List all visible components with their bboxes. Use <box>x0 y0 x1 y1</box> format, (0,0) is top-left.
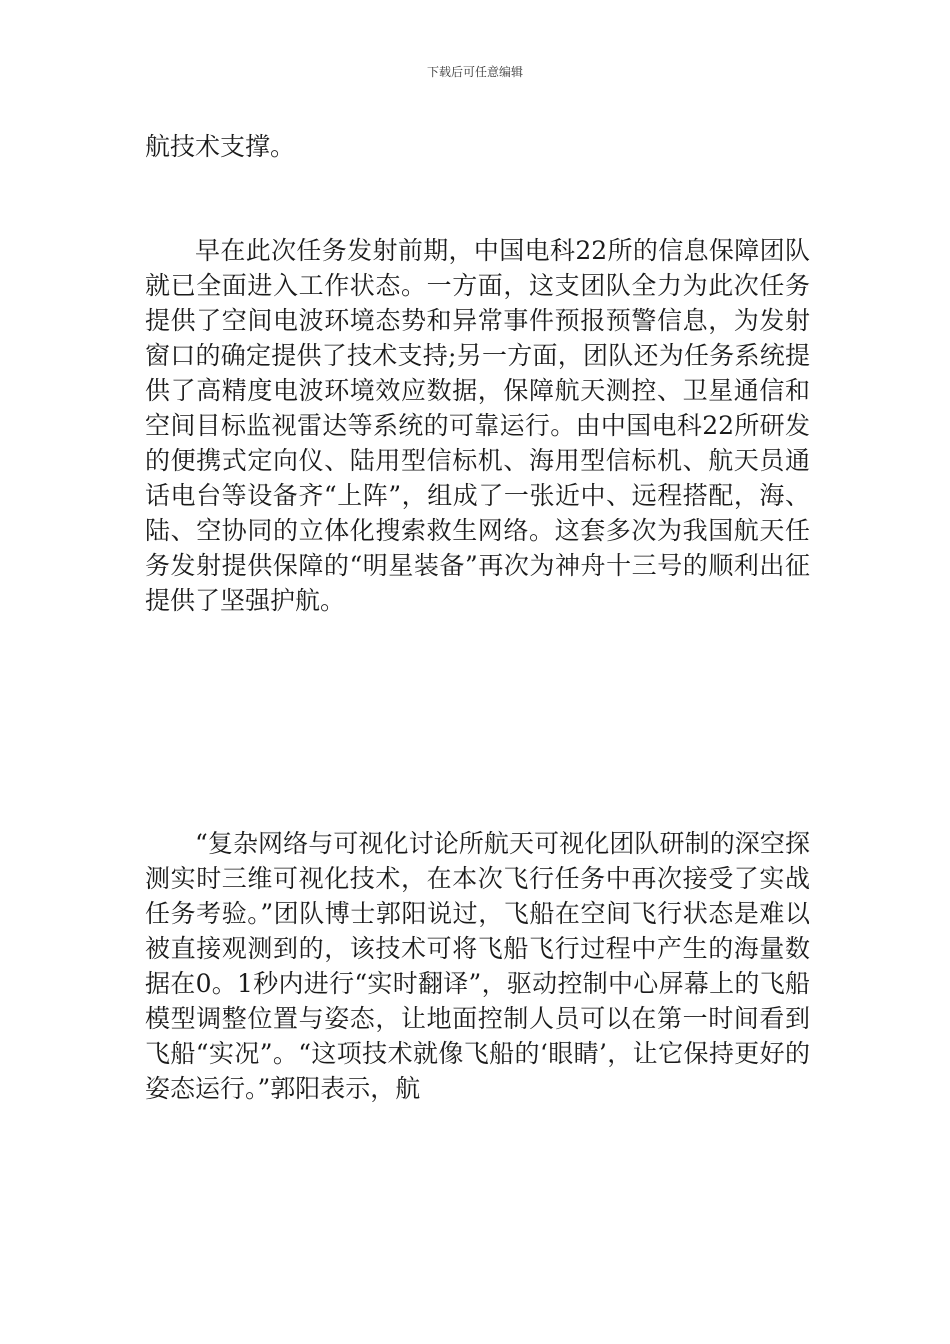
paragraph-visualization <box>145 826 810 1106</box>
paragraph-text: 早在此次任务发射前期，中国电科22所的信息保障团队就已全面进入工作状态。一方面，这支团队全力为此次任务提供了空间电波环境态势和异常事件预报预警信息，为发射窗口的确定提供了技术支持;另一方面，团队还为任务系统提供了高精度电波环境效应数据，保障航天测控、卫星通信和空间目标监视雷达等系统的可靠运行。由中国电科22所研发的便携式定向仪、陆用型信标机、海用型信标机、航天员通话电台等设备齐“上阵”，组成了一张近中、远程搭配，海、陆、空协同的立体化搜索救生网络。这套多次为我国航天任务发射提供保障的“明星装备”再次为神舟十三号的顺利出征提供了坚强护航。 <box>145 236 810 615</box>
paragraph-support-team <box>145 233 810 618</box>
paragraph-text: 航技术支撑。 <box>145 132 296 161</box>
page-header: 下载后可任意编辑 <box>426 65 523 79</box>
paragraph-continuation <box>145 129 810 164</box>
paragraph-text: “复杂网络与可视化讨论所航天可视化团队研制的深空探测实时三维可视化技术，在本次飞行任务中再次接受了实战任务考验。”团队博士郭阳说过，飞船在空间飞行状态是难以被直接观测到的，该技术可将飞船飞行过程中产生的海量数据在0。1秒内进行“实时翻译”，驱动控制中心屏幕上的飞船模型调整位置与姿态，让地面控制人员可以在第一时间看到飞船“实况”。“这项技术就像飞船的‘眼睛’，让它保持更好的姿态运行。”郭阳表示，航 <box>145 829 810 1103</box>
